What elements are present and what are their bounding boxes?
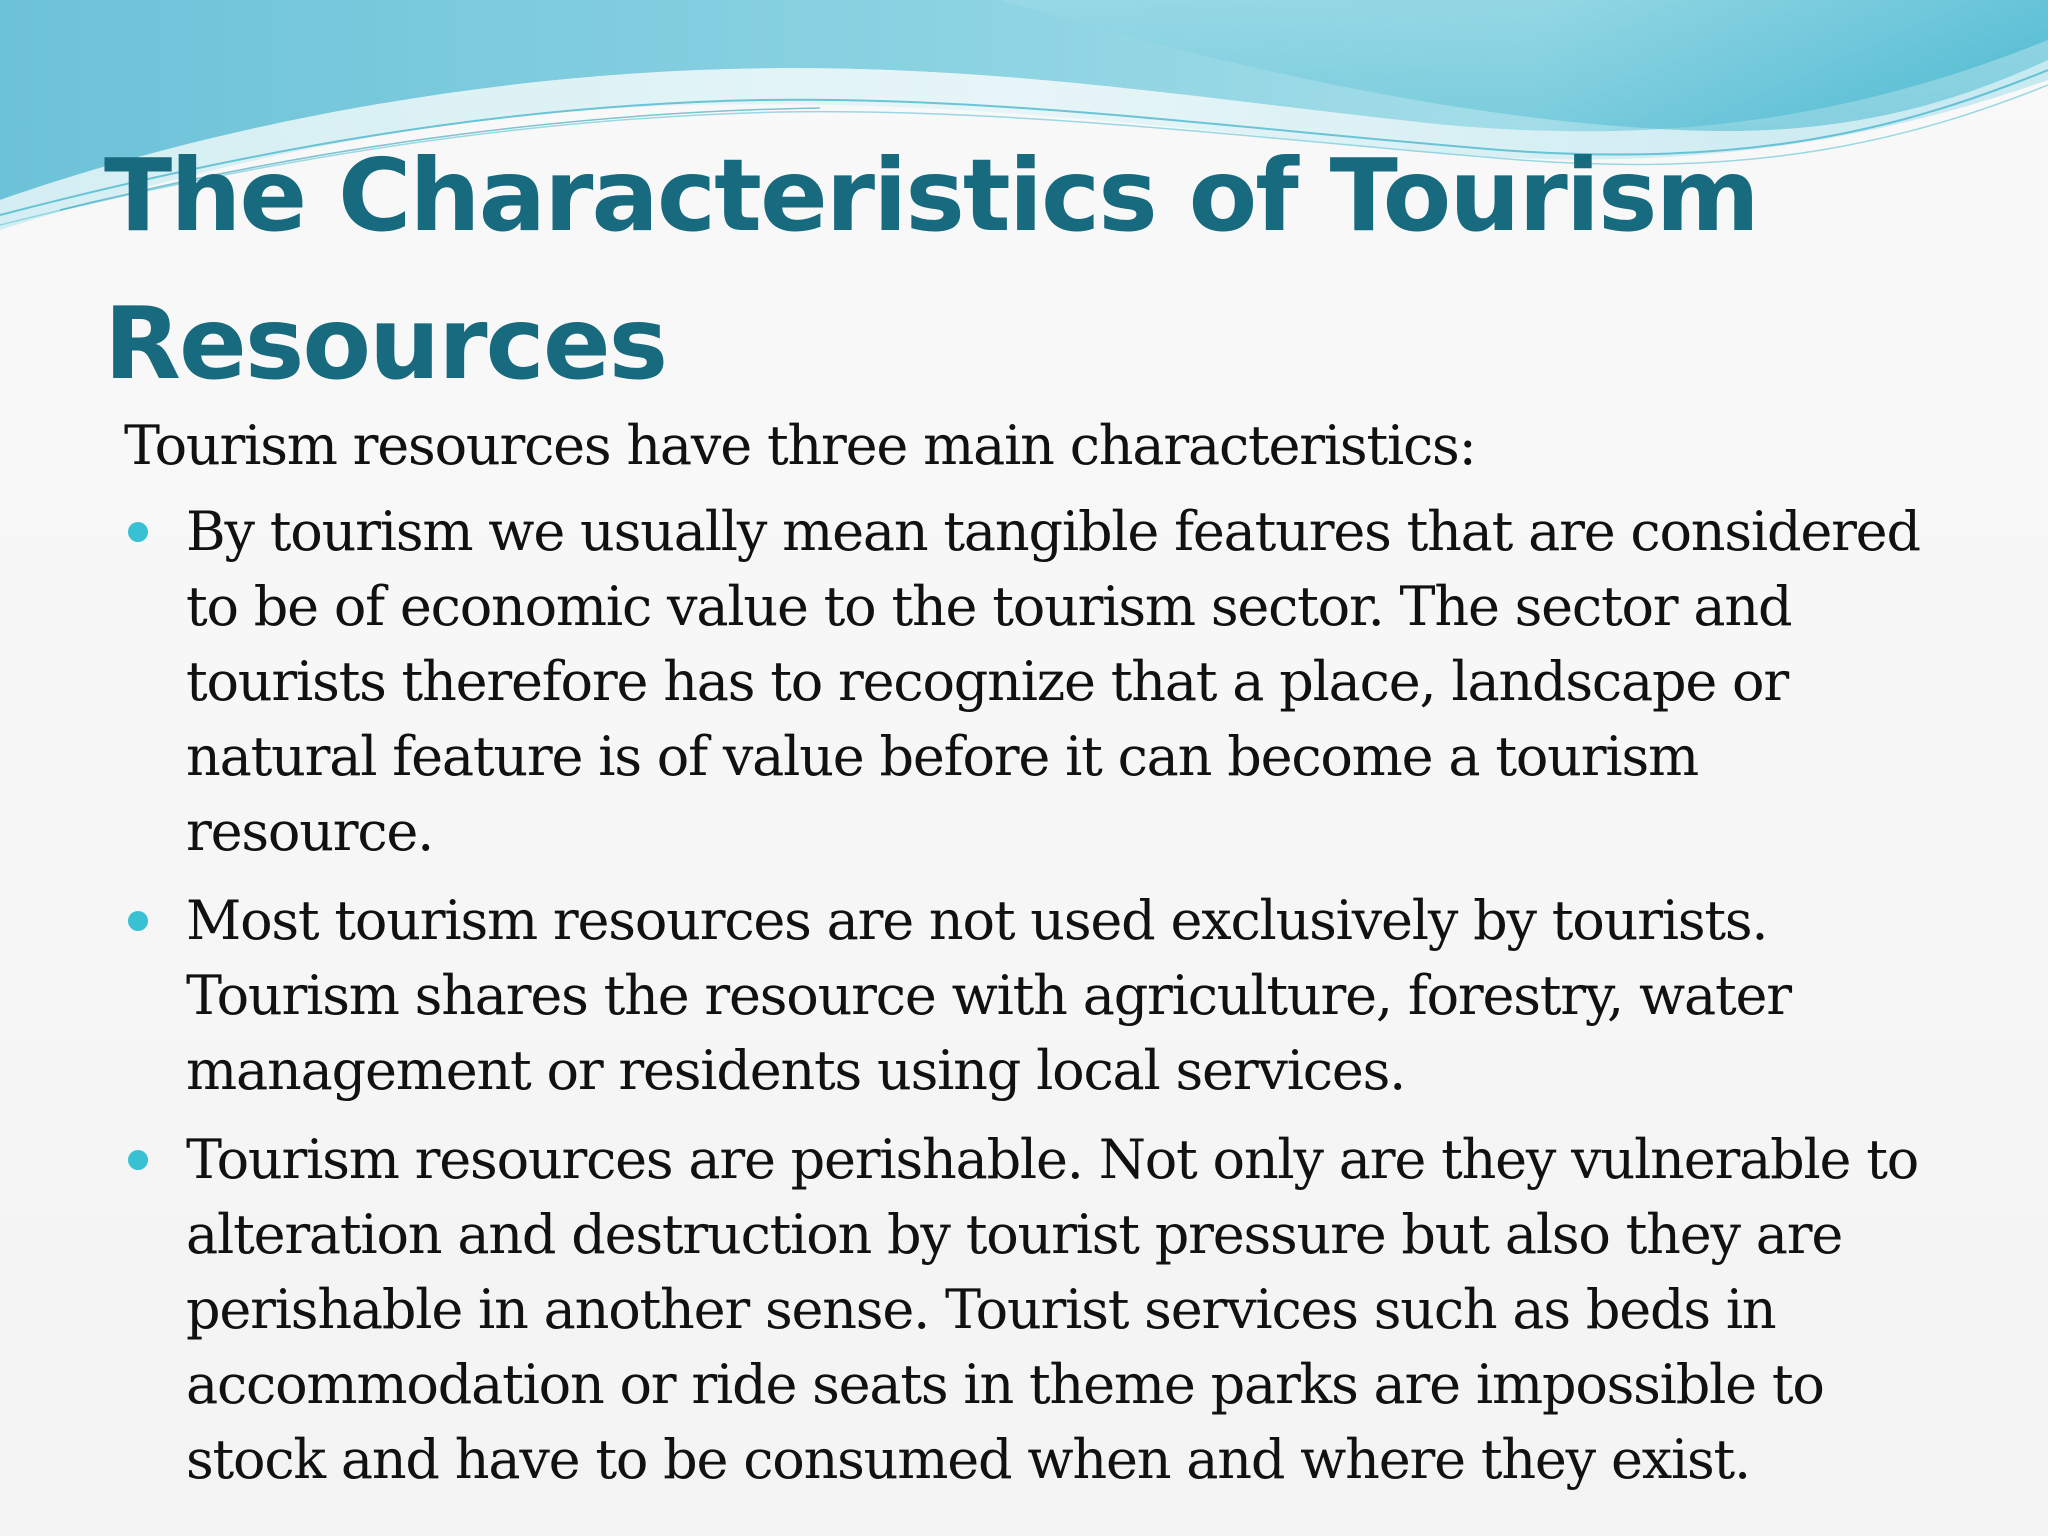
slide-title: The Characteristics of Tourism Resources: [104, 137, 1758, 402]
bullet-dot-icon: [128, 522, 148, 542]
bullet-text: Most tourism resources are not used exclusively by tourists. Tourism shares the resource with agriculture, forestry, water management or residents using local services.: [186, 889, 1791, 1102]
slide-body: [124, 408, 1944, 1497]
bullet-text: Tourism resources are perishable. Not only are they vulnerable to alteration and destruction by tourist pressure but also they are perishable in another sense. Tourist services such as beds in accommodation or ride seats in theme parks are impossible to stock and have to be consumed when and where they exist.: [186, 1128, 1919, 1491]
bullet-dot-icon: [128, 1150, 148, 1170]
bullet-item: [124, 494, 1944, 869]
bullet-item: [124, 1122, 1944, 1497]
bullet-item: [124, 883, 1944, 1108]
bullet-text: By tourism we usually mean tangible features that are considered to be of economic value to the tourism sector. The sector and tourists therefore has to recognize that a place, landscape or natural feature is of value before it can become a tourism resource.: [186, 500, 1920, 863]
intro-text: Tourism resources have three main characteristics:: [124, 414, 1476, 477]
bullet-list: [124, 494, 1944, 1497]
bullet-dot-icon: [128, 911, 148, 931]
